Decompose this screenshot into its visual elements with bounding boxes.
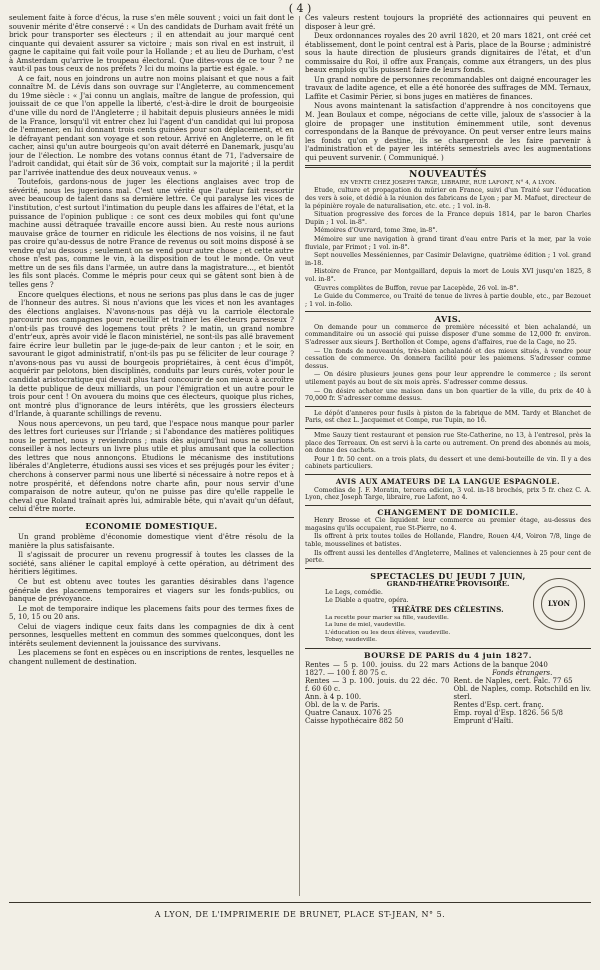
section-title-nouveautes: NOUVEAUTÉS (409, 170, 487, 181)
article-paragraph: Les placemens se font en espèces ou en inscriptions de rentes, lesquelles ne changent nullement de destination. (9, 648, 294, 666)
article-paragraph: Toutefois, gardons-nous de juger les élections anglaises avec trop de sévérité, nous les jugerions mal. C'est une vérité que l'auteur fait ressortir avec beaucoup de talent dans sa dernière lettre. Ce qui paralyse les vices de l'institution, c'est surtout l'intimation du peuple dans les affaires de l'état, et la puissance de l'opinion publique : ce sont ces deux mobiles qui font qu'une machine aussi détraquée travaille encore aussi bien. Au reste nous aurions mauvaise grâce de tourner en ridicule les élections de nos voisins, il ne faut pas croire qu'au-dessus de notre France de revenus ou soit moins disposé à se vendre qu'au dessous ; seulement on se vend pour autre chose ; et cette autre chose n'est pas, comme le vin, à la disposition de tout le monde. On veut mettre un de ses fils dans l'armée, un autre dans la magistrature..., et bientôt les fils sont placés. Comme le mépris pour ceux qui se gâtent sont bien à de telles gens ? (9, 177, 294, 289)
article-paragraph: Celui de viagers indique ceux faits dans les compagnies de dix à cent personnes, lesquelles mettent en commun des sommes quelconques, dont les intérêts seulement deviennent la jouissance des survivans. (9, 621, 294, 648)
section-divider (305, 406, 591, 407)
bourse-row: Emprunt d'Haïti. (453, 716, 514, 725)
section-divider (305, 165, 591, 168)
section-divider (305, 568, 591, 569)
list-item: L'éducation ou les deux élèves, vaudeville. (325, 629, 451, 636)
bourse-left (305, 661, 449, 725)
article-paragraph: Nous nous apercevons, un peu tard, que l'espace nous manque pour parler des lettres fort curieuses sur l'Irlande ; si l'abondance des matières politiques nous le permet, nous y reviendrons ; mais dès aujourd'hui nous ne saurions conseiller à nos lecteurs un livre plus utile et plus amusant que la collection des lettres que nous annonçons. Etudions le mécanisme des institutions libérales d'Angleterre, étudions aussi ses vices et ses préjugés pour les éviter ; cherchons à conserver parmi nous une liberté si nécessaire à notre repos et à notre prospérité, et défendons notre charte afin, pour nous servir d'une comparaison de notre auteur, qu'on ne puisse pas dire qu'elle rappelle le cheval que Roland traînait après lui, admirable bête, qui n'avait qu'un défaut, celui d'être morte. (9, 418, 294, 514)
bourse-row: Obl. de la v. de Paris. (305, 700, 380, 709)
bourse-row: Caisse hypothécaire 882 50 (305, 716, 404, 725)
list-item: Tobay, vaudeville. (325, 637, 377, 644)
stamp-label: LYON (541, 586, 577, 622)
section-title-celestins: THÉÂTRE DES CÉLESTINS. (392, 605, 504, 615)
article-paragraph: Ce but est obtenu avec toutes les garanties désirables dans l'agence générale des placemens temporaires et viagers sur les fonds-publics, ou banque de prévoyance. (9, 577, 294, 604)
left-column (9, 14, 294, 894)
list-item: — On désire acheter une maison dans un bon quartier de la ville, du prix de 40 à 70,000 fr. S'adresser comme dessus. (305, 387, 591, 403)
section-divider (305, 428, 591, 429)
article-paragraph: Il s'agissait de procurer un revenu progressif à toutes les classes de la société, sans aliéner le capital employé à cette opération, au détriment des héritiers légitimes. (9, 550, 294, 577)
article-paragraph: Encore quelques élections, et nous ne serions pas plus dans le cas de juger de l'honneur des autres. Si nous n'avions que les vices et non les avantages des élections anglaises. N'avons-nous pas déjà vu la carriole électorale parcourir nos campagnes pour recueillir et traîner les électeurs paresseux ? n'ont-ils pas trouvé des logemens tout prêts ? le matin, un grand nombre d'entr'eux, après avoir vidé le flacon ministériel, ne sont-ils pas allé bravement faire écrire leur bulletin par le juge-de-paix de leur canton ; et le soir, en savourant le gigot administratif, n'ont-ils pas pu se féliciter de leur courage ? n'avons-nous pas vu aussi de bourgeois propriétaires, à cent écus d'impôt, acquérir par pelotons, bien disciplinés, conduits par leurs curés, voter pour le candidat aristocratique qui devait plus tard concourir de son mieux à accroître la dette publique de deux milliards, un pour l'émigration et un autre pour le trois pour cent ! On avouera du moins que ces électeurs, quoique plus riches, ont montré plus d'ignorance de leurs intérêts, que les grossiers électeurs d'Irlande, à quarante schillings de revenu. (9, 289, 294, 419)
list-item: Mémoire sur une navigation à grand tirant d'eau entre Paris et la mer, par la voie fluviale, par Frimot ; 1 vol. in-8°. (305, 236, 591, 251)
section-divider (305, 311, 591, 312)
section-title-bourse: BOURSE DE PARIS du 4 juin 1827. (363, 651, 533, 661)
article-paragraph: Un grand problème d'économie domestique vient d'être résolu de la manière la plus satisfaisante. (9, 532, 294, 550)
list-item: — Un fonds de nouveautés, très-bien achalandé et des mieux situés, à vendre pour cessation de commerce. On donnera facilité pour les paiemens. S'adresser comme dessus. (305, 347, 591, 370)
list-item: Le Diable a quatre, opéra. (325, 596, 409, 604)
section-title-changement: CHANGEMENT DE DOMICILE. (377, 507, 519, 517)
bourse-row: Rent. de Naples, cert. Falc. 77 65 (453, 676, 573, 685)
article-paragraph: Deux ordonnances royales des 20 avril 1820, et 20 mars 1821, ont créé cet établissement, dont le point central est à Paris, place de la Bourse ; administré sous la haute direction de plusieurs grands dignitaires de l'état, et d'un commissaire du Roi, il offre aux Français, comme aux étrangers, un des plus beaux emplois qu'ils puissent faire de leurs fonds. (305, 31, 591, 75)
section-divider (305, 505, 591, 506)
notice-text: Henry Brosse et Cie liquident leur commerce au premier étage, au-dessus des magasins qu'ils occupaient, rue St-Pierre, no 4. (305, 517, 591, 532)
list-item: On demande pour un commerce de première nécessité et bien achalandé, un commanditaire ou un associé qui puisse disposer d'une somme de 12,000 fr. environ. S'adresser aux sieurs J. Berthollon et Compe, agens d'affaires, rue de la Cage, no 25. (305, 323, 591, 347)
section-title-avis-amateurs: AVIS AUX AMATEURS DE LA LANGUE ESPAGNOLE. (335, 476, 561, 486)
list-item: La recette pour marier sa fille, vaudeville. (325, 614, 449, 621)
list-item: Histoire de France, par Montgaillard, depuis la mort de Louis XVI jusqu'en 1825, 8 vol. in-8°. (305, 268, 591, 283)
bourse-row: Rentes — 3 p. 100. jouis. du 22 déc. 70 f. 60 60 c. (305, 676, 450, 693)
section-divider (305, 648, 591, 649)
list-item: Situation progressive des forces de la France depuis 1814, par le baron Charles Dupin ; 1 vol. in-8°. (305, 211, 591, 226)
notice-text: Le dépôt d'anneres pour fusils à piston de la fabrique de MM. Tardy et Blanchet de Paris, est chez L. Jacquemet et Compe, rue Tupin, no 16. (305, 409, 591, 425)
notice-text: Pour 1 fr. 50 cent. on a trois plats, du dessert et une demi-bouteille de vin. Il y a des cabinets particuliers. (305, 455, 591, 471)
bourse-right (453, 661, 591, 725)
tax-stamp-seal (533, 578, 585, 630)
spectacles-section (305, 572, 591, 645)
section-divider (305, 474, 591, 475)
notice-text: Mme Sauzy tient restaurant et pension rue Ste-Catherine, no 13, à l'entresol, près la place des Terreaux. On est servi à la carte ou autrement. On prend des abonnés au mois, on donne des cachets. (305, 432, 591, 455)
bourse-row: Rentes d'Esp. cert. franç. (453, 700, 544, 709)
list-item: Mémoires d'Ouvrard, tome 3me, in-8°. (314, 227, 438, 235)
section-title-economie: ECONOMIE DOMESTIQUE. (85, 520, 218, 531)
bourse-row: Quatre Canaux. 1076 25 (305, 708, 393, 717)
bourse-row: Obl. de Naples, comp. Rotschild en liv. sterl. (453, 684, 591, 701)
spectacles-subtitle: GRAND-THÉÂTRE PROVISOIRE. (386, 580, 510, 589)
bourse-row: Rentes — 5 p. 100. jouiss. du 22 mars 1827. — 100 f. 80 75 c. (305, 660, 450, 677)
right-column (305, 14, 591, 894)
list-item: La lune de miel, vaudeville. (325, 622, 406, 629)
section-title-avis: AVIS. (434, 314, 462, 325)
notice-text: Comedias de J. F. Moratin, tercera edicion, 3 vol. in-18 brochés, prix 5 fr. chez C. A. Lyon, chez Joseph Targe, libraire, rue Lafont, no 4. (305, 486, 591, 502)
article-paragraph: seulement faite à force d'écus, la ruse s'en mêle souvent ; voici un fait dont le souvenir mérite d'être conservé : « Un des candidats de Durham avait frété un brick pour transporter ses électeurs ; il en attendait au jour marqué cent cinquante qui devaient assurer sa victoire ; mais son rival en est instruit, il gagne le capitaine qui fait voile pour la Hollande ; et au lieu de Durham, c'est à Amsterdam qu'arrive le troupeau électoral. Que dites-vous de ce tour ? ne vaut-il pas tous ceux de nos préfets ? Ici du moins la partie est égale. » (9, 14, 294, 74)
nouveautes-subtitle: EN VENTE CHEZ JOSEPH TARGE, LIBRAIRE, RUE LAFONT, N° 4, A LYON. (339, 179, 557, 186)
section-title-spectacles: SPECTACLES DU JEUDI 7 JUIN, (370, 570, 526, 581)
section-divider (9, 517, 294, 518)
bourse-row: Actions de la banque 2040 (453, 660, 548, 669)
bourse-row: Fonds étrangers. (492, 668, 553, 677)
bourse-table (305, 661, 591, 725)
article-paragraph: Le mot de temporaire indique les placemens faits pour des termes fixes de 5, 10, 15 ou 20 ans. (9, 603, 294, 622)
list-item: Etude, culture et propagation du mûrier en France, suivi d'un Traité sur l'éducation des vers à soie, et dédié à la réunion des fabricans de Lyon ; par M. Mafuet, directeur de la pépinière royale de naturalisation, etc. etc. ; 1 vol. in-8. (305, 187, 591, 210)
article-paragraph: Nous avons maintenant la satisfaction d'apprendre à nos concitoyens que M. Jean Boulaux et compe, négocians de cette ville, jaloux de s'associer à la gloire de propager une institution éminemment utile, sont devenus correspondans de la Banque de prévoyance. On peut verser entre leurs mains les fonds qu'on y destine, ils se chargeront de les faire parvenir à l'administration et de payer les intérêts semestriels avec les augmentations qui peuvent survenir. ( Communiqué. ) (305, 101, 591, 162)
article-paragraph: Ces valeurs restent toujours la propriété des actionnaires qui peuvent en disposer à leur gré. (305, 14, 591, 31)
list-item: Œuvres complètes de Buffon, revue par Lacepède, 26 vol. in-8°. (314, 284, 519, 292)
printer-footer: A LYON, DE L'IMPRIMERIE DE BRUNET, PLACE ST-JEAN, N° 5. (154, 910, 446, 919)
bourse-row: Ann. à 4 p. 100. (305, 692, 362, 701)
column-divider (299, 16, 300, 896)
article-paragraph: Un grand nombre de personnes recommandables ont daigné encourager les travaux de ladite agence, et elle a été honorée des suffrages de MM. Ternaux, Laffite et Casimir Périer, si bons juges en matières de finances. (305, 74, 591, 101)
list-item: Le Legs, comédie. (325, 588, 383, 596)
footer-rule (9, 902, 591, 903)
list-item: Le Guide du Commerce, ou Traité de tenue de livres à partie double, etc., par Bezouet ; 1 vol. in-folio. (305, 293, 591, 308)
notice-text: Ils offrent aussi les dentelles d'Angleterre, Malines et valenciennes à 25 pour cent de perte. (305, 549, 591, 565)
bourse-row: Emp. royal d'Esp. 1826. 56 5/8 (453, 708, 563, 717)
page-number: ( 4 ) (288, 2, 312, 15)
list-item: Sept nouvelles Messéniennes, par Casimir Delavigne, quatrième édition ; 1 vol. grand in-18. (305, 252, 591, 267)
notice-text: Ils offrent à prix toutes toiles de Hollande, Flandre, Rouen 4/4, Voiron 7/8, linge de table, mousselines et batistes. (305, 533, 591, 549)
list-item: — On désire plusieurs jeunes gens pour leur apprendre le commerce ; ils seront utilement payés au bout de six mois après. S'adresser comme dessus. (305, 371, 591, 387)
article-paragraph: A ce fait, nous en joindrons un autre non moins plaisant et que nous a fait connaître M. de Lévis dans son ouvrage sur l'Angleterre, au commencement du 19me siècle : « J'ai connu un anglais, maître de langue de profession, qui jouissait de ce que l'on appelle la liberté, c'est-à-dire le droit de bourgeoisie d'une ville du nord de l'Angleterre ; il habitait depuis plusieurs années le midi de la France, lorsqu'il vit entrer chez lui l'agent d'un candidat qui lui proposa de l'emmener, en lui donnant trois cents guinées pour son déplacement, et en le défrayant pendant son voyage et son retour. Arrivé en Angleterre, on le fit cacher, ainsi qu'un autre bourgeois qu'on avait déterré en Danemark, jusqu'au jour de l'élection. Le nombre des votans connus étant de 71, l'adversaire de l'adroit candidat, qui était sûr de 36 voix, comptait sur la majorité ; il la perdit par l'arrivée inattendue des deux nouveaux venus. » (9, 73, 294, 177)
